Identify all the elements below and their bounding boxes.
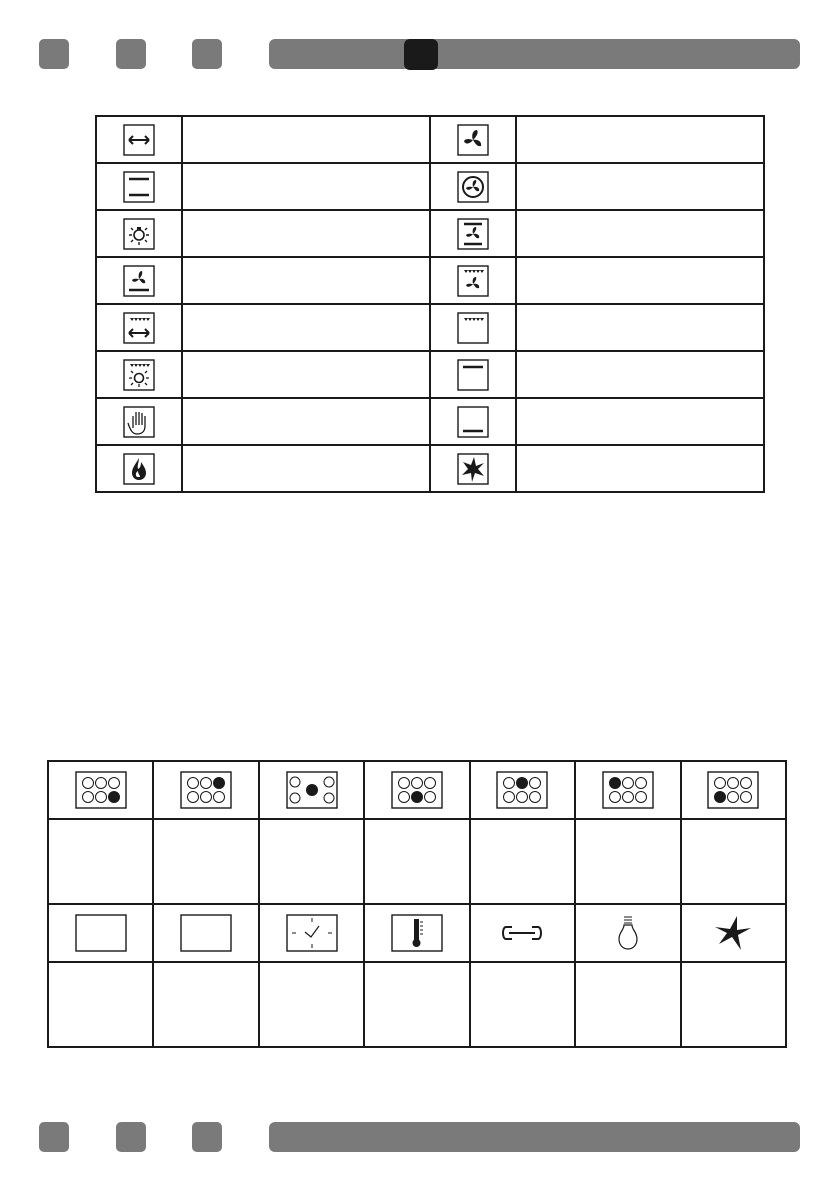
double-arrow-icon	[123, 124, 155, 156]
control-description	[470, 962, 575, 1047]
fan-bottom-icon	[123, 265, 155, 297]
burner-description	[48, 819, 153, 904]
symbol-description	[182, 210, 430, 257]
burner-top-right-icon	[180, 771, 232, 809]
control-description	[153, 962, 258, 1047]
control-description	[681, 962, 786, 1047]
footer-long-bar	[269, 1122, 800, 1152]
thermometer-icon	[391, 914, 443, 952]
burner-description	[575, 819, 680, 904]
control-description	[364, 962, 469, 1047]
burner-description	[153, 819, 258, 904]
symbol-description	[516, 163, 764, 210]
table-row	[96, 257, 764, 304]
page-marker	[404, 39, 438, 70]
symbol-description	[182, 398, 430, 445]
footer-block-1	[39, 1122, 69, 1152]
header-block-3	[192, 39, 222, 69]
header-block-2	[116, 39, 146, 69]
table-row	[96, 304, 764, 351]
fan-top-bottom-icon	[457, 218, 489, 250]
table-row	[48, 761, 786, 819]
symbol-description	[182, 257, 430, 304]
burner-bottom-middle-icon	[391, 771, 443, 809]
burner-top-left-icon	[602, 771, 654, 809]
burner-description	[259, 819, 364, 904]
grill-icon	[457, 312, 489, 344]
bulb-icon	[602, 914, 654, 952]
fan-circle-icon	[457, 171, 489, 203]
flame-icon	[123, 453, 155, 485]
burner-description	[681, 819, 786, 904]
symbol-description	[182, 445, 430, 492]
table-row	[48, 819, 786, 904]
grill-lamp-icon	[123, 359, 155, 391]
lamp-icon	[123, 218, 155, 250]
symbol-description	[516, 304, 764, 351]
fan-icon	[457, 124, 489, 156]
clock-icon	[286, 914, 338, 952]
symbol-description	[182, 351, 430, 398]
star-icon	[707, 914, 759, 952]
burner-center-icon	[286, 771, 338, 809]
burner-top-middle-icon	[496, 771, 548, 809]
control-description	[575, 962, 680, 1047]
top-bottom-heat-icon	[123, 171, 155, 203]
grill-fan-icon	[457, 265, 489, 297]
table-row	[48, 962, 786, 1047]
header-long-bar	[269, 39, 800, 69]
link-icon	[496, 914, 548, 952]
star-icon	[457, 453, 489, 485]
symbol-description	[516, 351, 764, 398]
symbol-description	[182, 304, 430, 351]
symbol-description	[182, 116, 430, 163]
burner-description	[470, 819, 575, 904]
table-row	[96, 445, 764, 492]
table-row	[48, 904, 786, 962]
header-block-1	[39, 39, 69, 69]
hand-icon	[123, 406, 155, 438]
control-description	[48, 962, 153, 1047]
control-description	[259, 962, 364, 1047]
hob-controls-table	[47, 760, 787, 1048]
footer-block-2	[116, 1122, 146, 1152]
oven-symbols-table	[95, 115, 765, 493]
footer-block-3	[192, 1122, 222, 1152]
burner-bottom-left-icon	[707, 771, 759, 809]
symbol-description	[516, 445, 764, 492]
burner-bottom-right-icon	[75, 771, 127, 809]
blank-display-icon	[180, 914, 232, 952]
symbol-description	[516, 116, 764, 163]
table-row	[96, 116, 764, 163]
symbol-description	[516, 210, 764, 257]
table-row	[96, 210, 764, 257]
grill-arrow-icon	[123, 312, 155, 344]
table-row	[96, 163, 764, 210]
symbol-description	[516, 398, 764, 445]
symbol-description	[516, 257, 764, 304]
symbol-description	[182, 163, 430, 210]
blank-display-icon	[75, 914, 127, 952]
table-row	[96, 398, 764, 445]
bottom-heat-icon	[457, 406, 489, 438]
top-heat-icon	[457, 359, 489, 391]
burner-description	[364, 819, 469, 904]
table-row	[96, 351, 764, 398]
